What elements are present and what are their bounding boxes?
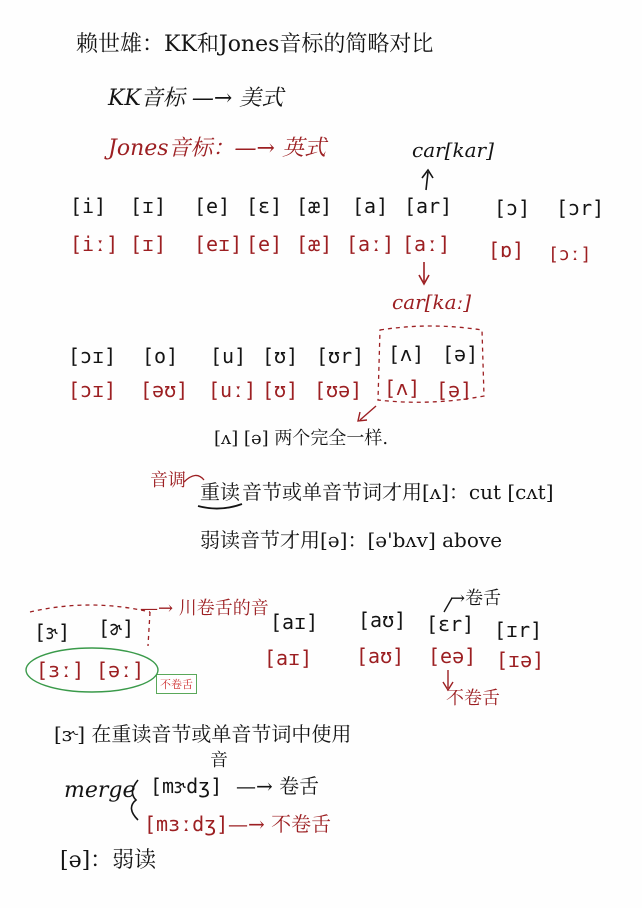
row2-kk-symbol: [ʌ] <box>388 342 425 366</box>
row1-kk-symbol: [i] <box>70 194 107 218</box>
row2-kk-symbol: [u] <box>210 344 247 368</box>
row1-kk-symbol: [ɛ] <box>246 194 283 218</box>
row1-jones-symbol: [ɒ] <box>488 238 525 262</box>
merge-jones-note: —→ 不卷舌 <box>228 812 332 836</box>
stressed-rule: 音节或单音节词才用[ʌ]：cut [cʌt] <box>242 480 554 504</box>
row1-kk-symbol: [ɔ] <box>494 196 531 220</box>
row3-kk-symbol: [ɛr] <box>426 612 475 636</box>
row3-kk-symbol: [ɚ] <box>98 616 135 640</box>
schwa-weak-note: [ə]：弱读 <box>60 848 157 873</box>
row1-kk-symbol: [a] <box>352 194 389 218</box>
row3-kk-symbol: [aʊ] <box>358 608 407 632</box>
row2-jones-symbol: [ə] <box>436 378 473 402</box>
row3-kk-symbol: [aɪ] <box>270 610 319 634</box>
row2-jones-symbol: [uː] <box>208 378 257 402</box>
curled-sound-label: —→ 川卷舌的音 <box>140 598 269 619</box>
page-title: 赖世雄：KK和Jones音标的简略对比 <box>76 32 434 57</box>
row3-jones-symbol: [əː] <box>96 658 145 682</box>
row1-kk-symbol: [e] <box>194 194 231 218</box>
unstressed-rule: 弱读音节才用[ə]：[ə'bʌv] above <box>200 528 503 552</box>
row3-kk-symbol: [ɪr] <box>494 618 543 642</box>
car-jones-example: car[kaː] <box>392 290 472 314</box>
row3-jones-symbol: [eə] <box>428 644 477 668</box>
row1-jones-symbol: [æ] <box>296 232 333 256</box>
row2-kk-symbol: [ʊ] <box>262 344 299 368</box>
row3-jones-symbol: [aʊ] <box>356 644 405 668</box>
schwa-same-note: [ʌ] [ə] 两个完全一样. <box>214 428 389 449</box>
row1-jones-symbol: [eɪ] <box>194 232 243 256</box>
stress-label: 音调 <box>150 470 186 491</box>
not-curled-bottom-note: 不卷舌 <box>446 688 500 709</box>
curled-top-note: →卷舌 <box>450 588 502 609</box>
row3-jones-symbol: [aɪ] <box>264 646 313 670</box>
car-kk-example: car[kar] <box>412 138 494 162</box>
row2-jones-symbol: [ʊ] <box>262 378 299 402</box>
row2-jones-symbol: [əʊ] <box>140 378 189 402</box>
row1-jones-symbol: [ɔː] <box>548 244 592 265</box>
er-usage-rule: [ɝ] 在重读音节或单音节词中使用 <box>54 722 352 746</box>
merge-jones: [mɜːdʒ] <box>144 812 229 836</box>
row1-jones-symbol: [iː] <box>70 232 119 256</box>
row3-kk-symbol: [ɝ] <box>34 620 71 644</box>
merge-kk-note: —→ 卷舌 <box>236 774 320 798</box>
row1-jones-symbol: [ɪ] <box>130 232 167 256</box>
merge-word: merge <box>64 778 136 803</box>
row1-kk-symbol: [ar] <box>404 194 453 218</box>
not-curled-badge: 不卷舌 <box>156 674 197 694</box>
row2-jones-symbol: [ɔɪ] <box>68 378 117 402</box>
row2-kk-symbol: [ɔɪ] <box>68 344 117 368</box>
row2-kk-symbol: [ʊr] <box>316 344 365 368</box>
row1-kk-symbol: [ɪ] <box>130 194 167 218</box>
row1-kk-symbol: [ɔr] <box>556 196 605 220</box>
kk-american-line: KK音标 —→ 美式 <box>108 86 284 111</box>
row1-jones-symbol: [e] <box>246 232 283 256</box>
rule-inserted-char: 音 <box>210 750 228 771</box>
row3-jones-symbol: [ɜː] <box>36 658 85 682</box>
row2-kk-symbol: [ə] <box>442 342 479 366</box>
row2-jones-symbol: [ʌ] <box>384 376 421 400</box>
stressed-prefix: 重读 <box>200 480 240 504</box>
row1-kk-symbol: [æ] <box>296 194 333 218</box>
row2-kk-symbol: [o] <box>142 344 179 368</box>
jones-british-line: Jones音标：—→ 英式 <box>108 136 326 161</box>
row1-jones-symbol: [aː] <box>402 232 451 256</box>
row1-jones-symbol: [aː] <box>346 232 395 256</box>
merge-kk: [mɝdʒ] <box>150 774 223 798</box>
row3-jones-symbol: [ɪə] <box>496 648 545 672</box>
arrow-up-icon <box>426 172 428 190</box>
row2-jones-symbol: [ʊə] <box>314 378 363 402</box>
